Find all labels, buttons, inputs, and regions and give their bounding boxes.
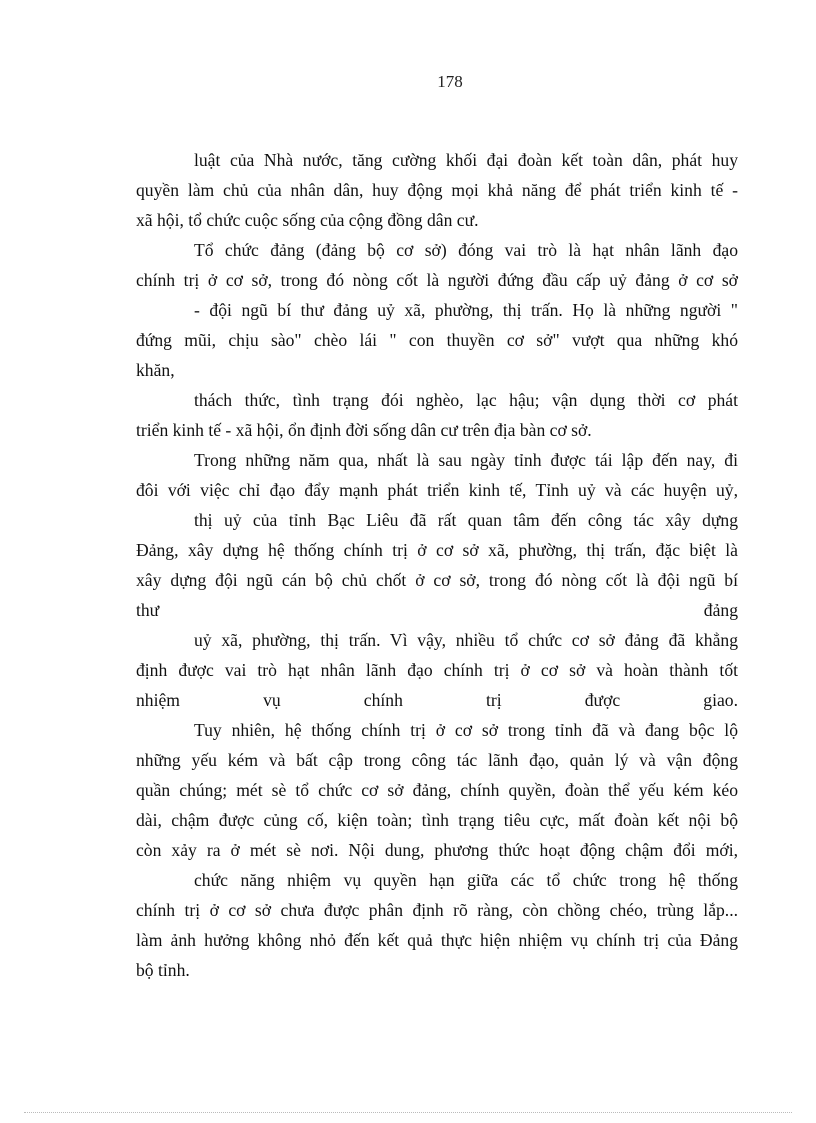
page-number: 178 [437, 72, 463, 91]
text-line: nhiệm vụ chính trị được giao. [136, 690, 738, 710]
text-line: luật của Nhà nước, tăng cường khối đại đoàn kết toàn dân, phát huy [194, 150, 738, 170]
text-line: Tổ chức đảng (đảng bộ cơ sở) đóng vai trò là hạt nhân lãnh đạo [194, 240, 738, 260]
text-line: Đảng, xây dựng hệ thống chính trị ở cơ sở xã, phường, thị trấn, đặc biệt là [136, 540, 738, 560]
text-line: chức năng nhiệm vụ quyền hạn giữa các tổ chức trong hệ thống [194, 870, 738, 890]
text-line: quyền làm chủ của nhân dân, huy động mọi khả năng để phát triển kinh tế - [136, 180, 738, 200]
text-line: quần chúng; mét sè tổ chức cơ sở đảng, chính quyền, đoàn thể yếu kém kéo [136, 780, 738, 800]
text-line: thư đảng [136, 600, 738, 620]
text-line: làm ảnh hưởng không nhỏ đến kết quả thực hiện nhiệm vụ chính trị của Đảng [136, 930, 738, 950]
text-line: Trong những năm qua, nhất là sau ngày tỉnh được tái lập đến nay, đi [194, 450, 738, 470]
text-line: còn xảy ra ở mét sè nơi. Nội dung, phương thức hoạt động chậm đổi mới, [136, 840, 738, 860]
text-line: thị uỷ của tỉnh Bạc Liêu đã rất quan tâm đến công tác xây dựng [194, 510, 738, 530]
text-line: chính trị ở cơ sở, trong đó nòng cốt là người đứng đầu cấp uỷ đảng ở cơ sở [136, 270, 738, 290]
text-line: đôi với việc chỉ đạo đẩy mạnh phát triển kinh tế, Tỉnh uỷ và các huyện uỷ, [136, 480, 738, 500]
page-bottom-divider [24, 1112, 792, 1113]
text-line: triển kinh tế - xã hội, ổn định đời sống dân cư trên địa bàn cơ sở. [136, 420, 592, 440]
text-line: định được vai trò hạt nhân lãnh đạo chính trị ở cơ sở và hoàn thành tốt [136, 660, 738, 680]
text-line: Tuy nhiên, hệ thống chính trị ở cơ sở trong tỉnh đã và đang bộc lộ [194, 720, 738, 740]
text-line: uỷ xã, phường, thị trấn. Vì vậy, nhiều tổ chức cơ sở đảng đã khẳng [194, 630, 738, 650]
text-line: những yếu kém và bất cập trong công tác lãnh đạo, quản lý và vận động [136, 750, 738, 770]
text-line: xây dựng đội ngũ cán bộ chủ chốt ở cơ sở, trong đó nòng cốt là đội ngũ bí [136, 570, 738, 590]
text-line: thách thức, tình trạng đói nghèo, lạc hậu; vận dụng thời cơ phát [194, 390, 738, 410]
text-line: chính trị ở cơ sở chưa được phân định rõ ràng, còn chồng chéo, trùng lắp... [136, 900, 738, 920]
text-line: đứng mũi, chịu sào" chèo lái " con thuyền cơ sở" vượt qua những khó [136, 330, 738, 350]
text-line: dài, chậm được củng cố, kiện toàn; tình trạng tiêu cực, mất đoàn kết nội bộ [136, 810, 738, 830]
text-line: - đội ngũ bí thư đảng uỷ xã, phường, thị trấn. Họ là những người " [194, 300, 738, 320]
text-line: khăn, [136, 360, 175, 380]
text-line: bộ tỉnh. [136, 960, 190, 980]
text-line: xã hội, tổ chức cuộc sống của cộng đồng dân cư. [136, 210, 479, 230]
